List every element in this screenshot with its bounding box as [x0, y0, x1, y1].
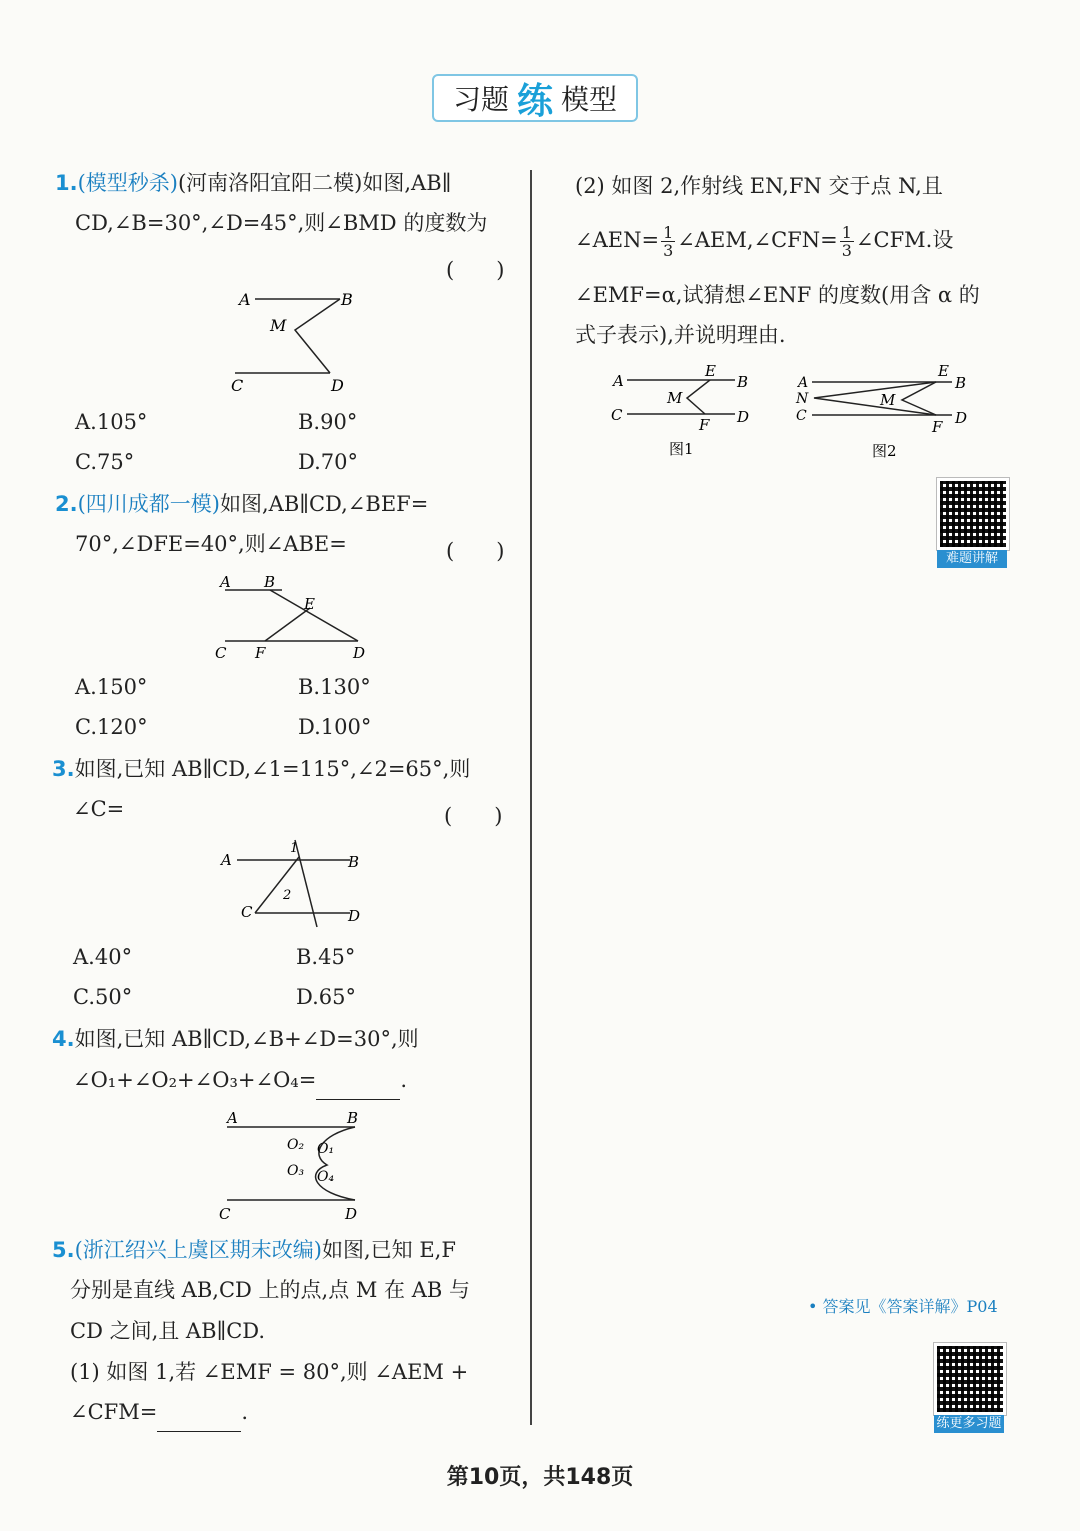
- q4-label-a: A: [227, 1109, 238, 1127]
- q4-figure: [215, 1105, 370, 1223]
- qr-code-icon: [934, 1343, 1006, 1415]
- answer-reference: • 答案见《答案详解》P04: [808, 1297, 998, 1316]
- q5-p2-text-b: ∠AEM,∠CFN=: [677, 228, 838, 252]
- fig2-label-f: F: [932, 418, 943, 436]
- q4-label-o1: O₁: [317, 1141, 335, 1157]
- q5-part2-line1: (2) 如图 2,作射线 EN,FN 交于点 N,且: [575, 174, 943, 198]
- q2-label-d: D: [353, 644, 366, 662]
- q2-figure: [210, 570, 375, 665]
- fig2-label-n: N: [796, 391, 809, 407]
- q1-figure: [225, 285, 365, 395]
- fig2-label-d: D: [955, 409, 968, 427]
- q3-line2: ∠C=: [73, 797, 125, 821]
- q5-line5: [70, 1392, 248, 1432]
- q2-line1: [55, 484, 428, 524]
- q4-text1: 如图,已知 AB∥CD,∠B+∠D=30°,则: [74, 1027, 419, 1051]
- q2-answer-paren: ( ): [446, 539, 505, 563]
- q2-label-f: F: [255, 644, 266, 662]
- q1-option-d[interactable]: D.70°: [298, 450, 358, 474]
- q2-label-c: C: [215, 644, 227, 662]
- q3-label-a: A: [221, 851, 232, 869]
- q2-option-d[interactable]: D.100°: [298, 715, 372, 739]
- q5-line4: (1) 如图 1,若 ∠EMF = 80°,则 ∠AEM +: [70, 1360, 469, 1384]
- q3-label-b: B: [348, 853, 360, 871]
- q3-text1: 如图,已知 AB∥CD,∠1=115°,∠2=65°,则: [74, 757, 471, 781]
- q1-text1: 如图,AB∥: [362, 171, 452, 195]
- header-mid: 练: [516, 80, 553, 122]
- q1-option-a[interactable]: A.105°: [75, 410, 148, 434]
- q4-label-o3: O₃: [287, 1163, 305, 1179]
- q3-answer-paren: ( ): [444, 804, 503, 828]
- q1-answer-paren: ( ): [446, 258, 505, 282]
- qr2-label: 练更多习题: [934, 1415, 1004, 1433]
- q5-fraction-1: [661, 224, 675, 259]
- fig2-label-m: M: [880, 391, 896, 409]
- q2-number: 2.: [55, 492, 78, 516]
- q5-line2: 分别是直线 AB,CD 上的点,点 M 在 AB 与: [70, 1278, 471, 1302]
- q5-text5: ∠CFM=: [70, 1400, 158, 1424]
- fig2-label-a: A: [798, 375, 809, 391]
- q5-line3: CD 之间,且 AB∥CD.: [70, 1319, 266, 1343]
- qr-code-hard-problems[interactable]: [937, 478, 1009, 568]
- q3-label-d: D: [348, 907, 361, 925]
- q1-label-c: C: [231, 376, 244, 395]
- column-divider: [530, 170, 532, 1425]
- q2-label-e: E: [304, 595, 315, 613]
- q5-frac1-den: 3: [663, 241, 674, 260]
- q5-figure-1: [605, 360, 765, 465]
- q5-tag: (浙江绍兴上虞区期末改编): [74, 1238, 322, 1262]
- q4-label-d: D: [345, 1205, 358, 1223]
- q4-label-b: B: [347, 1109, 359, 1127]
- q4-label-c: C: [219, 1205, 231, 1223]
- q5-frac2-den: 3: [841, 241, 852, 260]
- q3-figure: [215, 835, 375, 935]
- q3-option-b[interactable]: B.45°: [296, 945, 356, 969]
- header-right: 模型: [561, 83, 618, 116]
- q1-line1: [55, 163, 451, 203]
- q3-option-a[interactable]: A.40°: [73, 945, 133, 969]
- q4-text2: ∠O₁+∠O₂+∠O₃+∠O₄=: [73, 1068, 317, 1092]
- page-indicator: 第10页，共148页: [446, 1465, 634, 1490]
- q5-part2-line3: ∠EMF=α,试猜想∠ENF 的度数(用含 α 的: [575, 283, 980, 307]
- q2-option-a[interactable]: A.150°: [75, 675, 148, 699]
- q5-part2-line4: 式子表示),并说明理由.: [575, 323, 786, 347]
- fig1-label-c: C: [611, 406, 623, 424]
- q4-label-o4: O₄: [317, 1169, 335, 1185]
- q3-label-2: 2: [283, 888, 292, 903]
- q5-frac2-num: 1: [841, 223, 852, 242]
- q2-label-a: A: [220, 573, 231, 591]
- q3-option-c[interactable]: C.50°: [73, 985, 133, 1009]
- fig2-caption: 图2: [872, 442, 897, 460]
- q2-tag: (四川成都一模): [77, 492, 220, 516]
- fig1-label-d: D: [737, 408, 750, 426]
- q1-tag: (模型秒杀): [77, 171, 178, 195]
- q4-end: .: [400, 1068, 407, 1092]
- qr-code-more-exercises[interactable]: [934, 1343, 1006, 1433]
- q1-label-a: A: [239, 290, 251, 309]
- q2-text1: 如图,AB∥CD,∠BEF=: [219, 492, 429, 516]
- q1-option-b[interactable]: B.90°: [298, 410, 358, 434]
- q2-line2: 70°,∠DFE=40°,则∠ABE=: [75, 532, 347, 556]
- q2-option-c[interactable]: C.120°: [75, 715, 148, 739]
- q1-label-d: D: [331, 376, 344, 395]
- fig1-caption: 图1: [669, 440, 694, 458]
- q3-option-d[interactable]: D.65°: [296, 985, 356, 1009]
- fig2-label-c: C: [796, 408, 807, 424]
- q2-option-b[interactable]: B.130°: [298, 675, 371, 699]
- q3-number: 3.: [52, 757, 75, 781]
- q1-number: 1.: [55, 171, 78, 195]
- header-left: 习题: [452, 83, 509, 116]
- q5-p2-text-a: ∠AEN=: [575, 228, 660, 252]
- q3-line1: [52, 749, 470, 789]
- fig2-label-e: E: [938, 362, 949, 380]
- q1-option-c[interactable]: C.75°: [75, 450, 135, 474]
- q5-p2-text-c: ∠CFM.设: [855, 228, 954, 252]
- q4-number: 4.: [52, 1027, 75, 1051]
- q1-source: (河南洛阳宜阳二模): [177, 171, 363, 195]
- q5-end5: .: [241, 1400, 249, 1424]
- q5-line1: [52, 1230, 456, 1270]
- fig2-label-b: B: [955, 374, 967, 392]
- q5-part2-line2: [575, 218, 953, 262]
- q1-label-m: M: [270, 316, 287, 335]
- fig1-label-e: E: [705, 362, 716, 380]
- q5-answer-blank[interactable]: [157, 1409, 241, 1432]
- q4-line1: [52, 1019, 419, 1059]
- q3-label-1: 1: [290, 841, 299, 856]
- q1-line2: CD,∠B=30°,∠D=45°,则∠BMD 的度数为: [75, 211, 488, 235]
- fig1-label-m: M: [667, 389, 683, 407]
- q5-figure-2: [790, 360, 980, 465]
- fig1-label-b: B: [737, 373, 749, 391]
- q4-label-o2: O₂: [287, 1137, 305, 1153]
- q3-label-c: C: [241, 903, 253, 921]
- section-header: [432, 74, 638, 122]
- q1-label-b: B: [341, 290, 353, 309]
- q5-text1: 如图,已知 E,F: [321, 1238, 456, 1262]
- q2-label-b: B: [264, 573, 276, 591]
- q4-answer-blank[interactable]: [316, 1077, 400, 1100]
- qr-code-icon: [937, 478, 1009, 550]
- qr1-label: 难题讲解: [937, 550, 1007, 568]
- q5-frac1-num: 1: [663, 223, 674, 242]
- q5-fraction-2: [840, 224, 854, 259]
- fig1-label-a: A: [613, 372, 624, 390]
- fig1-label-f: F: [699, 416, 710, 434]
- q4-line2: [73, 1060, 407, 1100]
- q5-number: 5.: [52, 1238, 75, 1262]
